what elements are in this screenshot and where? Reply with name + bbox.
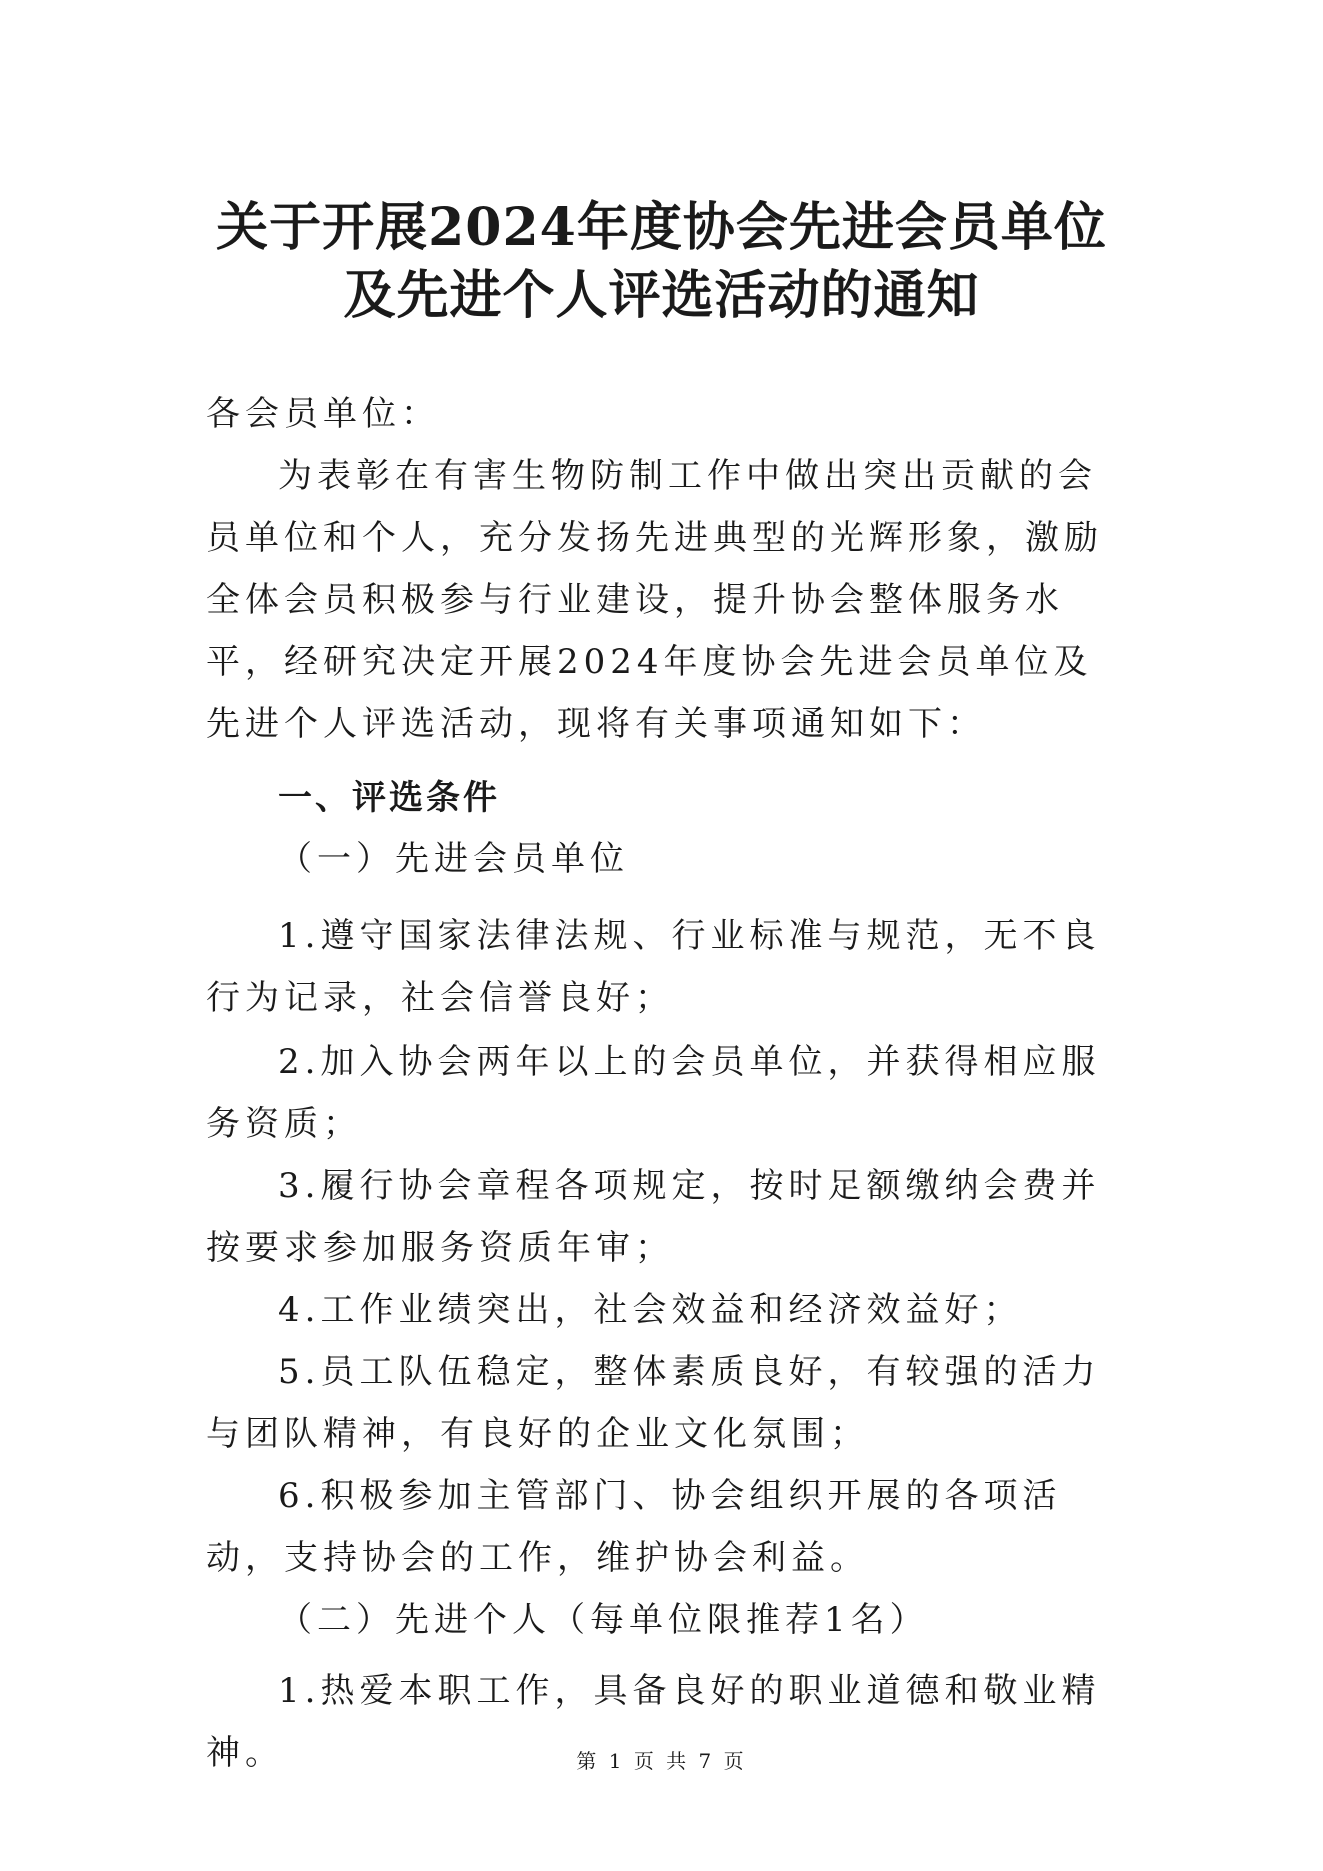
unit-criteria-list <box>206 1155 1124 1589</box>
list-item: 2.加入协会两年以上的会员单位，并获得相应服务资质； <box>206 1042 1101 1144</box>
subsection-advanced-individuals <box>206 1589 1124 1651</box>
intro-paragraph: 为表彰在有害生物防制工作中做出突出贡献的会员单位和个人，充分发扬先进典型的光辉形象，激励全体会员积极参与行业建设，提升协会整体服务水平，经研究决定开展2024年度协会先进会员单位及先进个人评选活动，现将有关事项通知如下： <box>206 456 1103 744</box>
list-item: 1.遵守国家法律法规、行业标准与规范，无不良行为记录，社会信誉良好； <box>206 916 1101 1018</box>
subsection-advanced-units <box>206 828 1124 890</box>
list-item: 6.积极参加主管部门、协会组织开展的各项活动，支持协会的工作，维护协会利益。 <box>206 1476 1062 1578</box>
list-item: 4.工作业绩突出，社会效益和经济效益好； <box>278 1290 1023 1330</box>
salutation: 各会员单位： <box>206 394 440 434</box>
list-item: 3.履行协会章程各项规定，按时足额缴纳会费并按要求参加服务资质年审； <box>206 1166 1101 1268</box>
unit-criteria-list <box>206 905 1124 1029</box>
unit-criteria-list <box>206 1031 1124 1155</box>
section-heading-evaluation-criteria: 一、评选条件 <box>278 778 500 818</box>
document-title-line-2: 及先进个人评选活动的通知 <box>343 265 980 326</box>
list-item: 1.热爱本职工作，具备良好的职业道德和敬业精神。 <box>206 1671 1101 1773</box>
page-number-footer: 第 1 页 共 7 页 <box>576 1749 747 1773</box>
subsection-heading-advanced-individuals: （二）先进个人（每单位限推荐1名） <box>278 1600 929 1640</box>
subsection-heading-advanced-units: （一）先进会员单位 <box>278 839 629 879</box>
section-1 <box>206 767 1124 829</box>
list-item: 5.员工队伍稳定，整体素质良好，有较强的活力与团队精神，有良好的企业文化氛围； <box>206 1352 1101 1454</box>
document-body <box>206 383 1124 755</box>
document-title-line-1: 关于开展2024年度协会先进会员单位 <box>216 197 1107 258</box>
